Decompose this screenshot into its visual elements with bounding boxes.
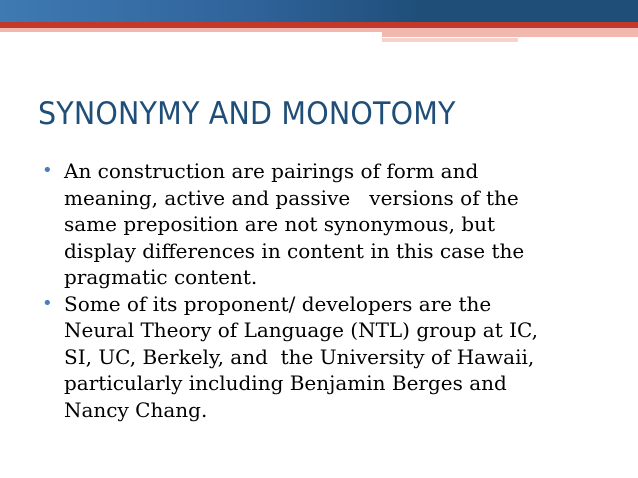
bullet-1-line-3: same preposition are not synonymous, but: [64, 212, 496, 236]
bullet-1-line-2: meaning, active and passive versions of the: [64, 185, 519, 210]
header-band-blue-gradient: [0, 0, 420, 22]
bullet-item-1: [42, 158, 602, 291]
slide-title: SYNONYMY AND MONOTOMY: [38, 96, 456, 132]
header-band-pink-right-lower: [378, 38, 518, 42]
bullet-2-line-1: Some of its proponent/ developers are the: [64, 291, 492, 316]
bullet-1-line-4: display differences in content in this case the: [64, 238, 525, 263]
bullet-item-2: [42, 291, 602, 424]
header-band-pink-right: [378, 32, 638, 37]
bullet-2-line-2: Neural Theory of Language (NTL) group at IC,: [64, 318, 538, 342]
bullet-list: [42, 158, 602, 423]
header-band-notch: [378, 32, 382, 42]
bullet-icon: •: [42, 292, 53, 314]
bullet-2-line-5: Nancy Chang.: [64, 397, 208, 422]
bullet-1-line-1: An construction are pairings of form and: [64, 159, 479, 183]
bullet-2-line-4: particularly including Benjamin Berges and: [64, 371, 507, 395]
bullet-1-line-5: pragmatic content.: [64, 265, 258, 289]
bullet-2-line-3: SI, UC, Berkely, and the University of Hawaii,: [64, 344, 535, 369]
bullet-icon: •: [42, 160, 53, 181]
